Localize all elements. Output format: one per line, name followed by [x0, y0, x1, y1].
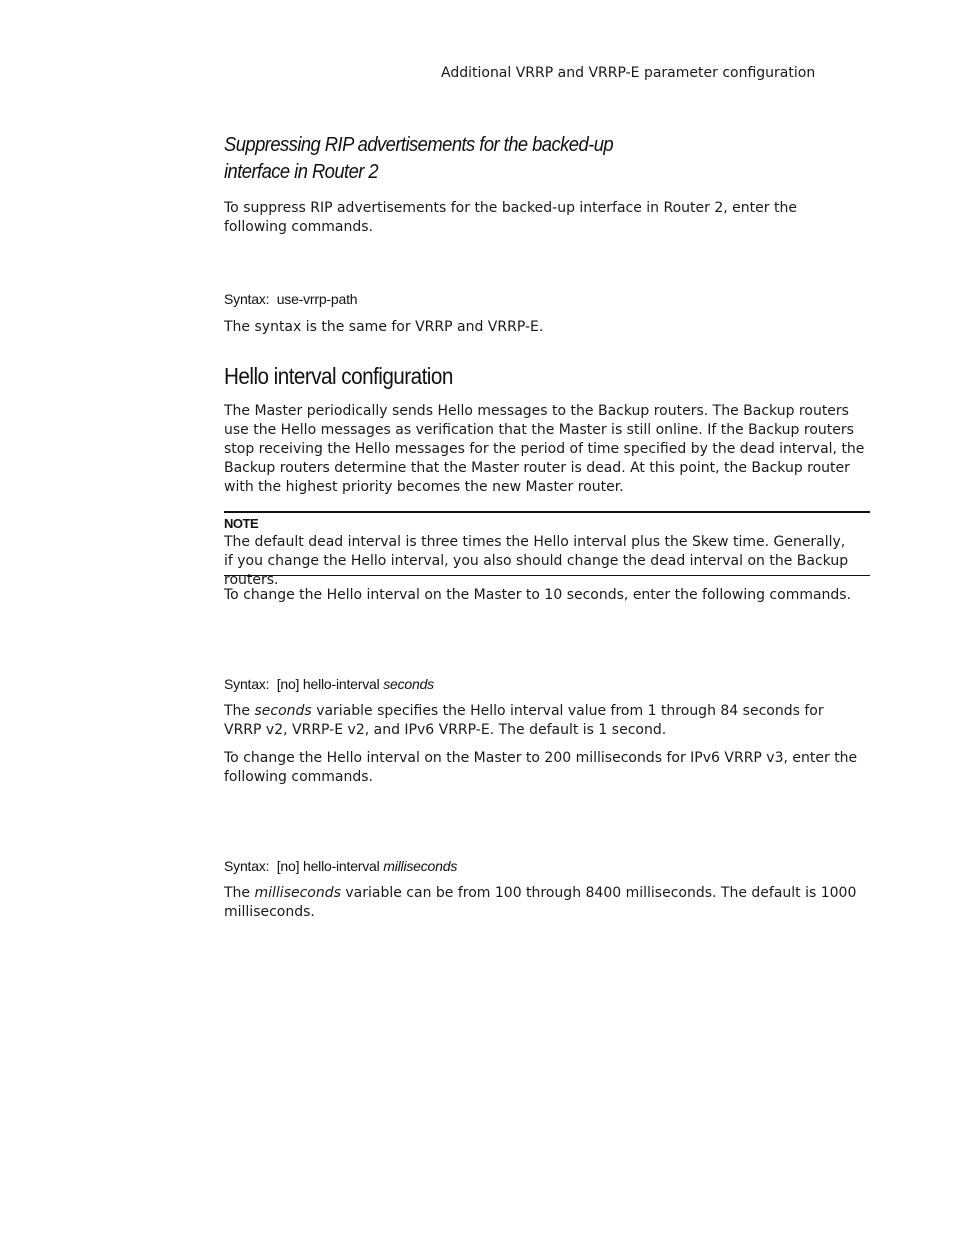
note-text: The default dead interval is three times the Hello interval plus the Skew time. Generally, if you change the Hello interval, you also should change the dead interval on the Backup routers. [224, 534, 849, 588]
syntax-bracket-close: ] [295, 858, 300, 874]
syntax-use-vrrp-path [224, 291, 357, 307]
syntax-label: Syntax: [224, 858, 270, 874]
seconds-description [224, 702, 864, 740]
desc-pre: The [224, 703, 251, 719]
section-heading-suppress-rip [224, 132, 629, 186]
syntax-variable: seconds [383, 676, 434, 692]
section-heading-hello-interval: Hello interval configuration [224, 363, 453, 389]
change-ms-intro: To change the Hello interval on the Master to 200 milliseconds for IPv6 VRRP v3, enter the following commands. [224, 750, 858, 785]
syntax-same-note: The syntax is the same for VRRP and VRRP-E. [224, 319, 544, 335]
syntax-command: hello-interval [302, 858, 380, 874]
running-header: Additional VRRP and VRRP-E parameter configuration [441, 65, 816, 81]
desc-post: variable can be from 100 through 8400 milliseconds. The default is 1000 milliseconds. [224, 885, 857, 920]
desc-pre: The [224, 885, 251, 901]
heading-line-2: interface in Router 2 [224, 161, 379, 183]
note-bottom-rule [224, 575, 870, 576]
desc-variable: milliseconds [254, 885, 341, 901]
syntax-label: Syntax: [224, 676, 270, 692]
ms-description [224, 884, 864, 922]
syntax-command: use-vrrp-path [276, 291, 358, 307]
syntax-bracket-open: [ [276, 858, 281, 874]
syntax-no: no [280, 858, 296, 874]
note-label: NOTE [224, 516, 259, 531]
change-seconds-intro: To change the Hello interval on the Master to 10 seconds, enter the following commands. [224, 587, 852, 603]
heading-line-1: Suppressing RIP advertisements for the backed-up [224, 134, 614, 156]
suppress-rip-intro: To suppress RIP advertisements for the backed-up interface in Router 2, enter the following commands. [224, 200, 797, 235]
syntax-label: Syntax: [224, 291, 270, 307]
note-top-rule [224, 511, 870, 513]
syntax-hello-interval-ms [224, 858, 457, 874]
desc-post: variable specifies the Hello interval value from 1 through 84 seconds for VRRP v2, VRRP-E v2, and IPv6 VRRP-E. The default is 1 second. [224, 703, 824, 738]
hello-interval-paragraph: The Master periodically sends Hello messages to the Backup routers. The Backup routers use the Hello messages as verification that the Master is still online. If the Backup routers stop receiving the Hello messages for the period of time specified by the dead interval, the Backup routers determine that the Master router is dead. At this point, the Backup router with the highest priority becomes the new Master router. [224, 403, 865, 495]
syntax-variable: milliseconds [383, 858, 458, 874]
syntax-command: [no] hello-interval [276, 676, 380, 692]
syntax-hello-interval-seconds [224, 676, 434, 692]
desc-variable: seconds [254, 703, 312, 719]
